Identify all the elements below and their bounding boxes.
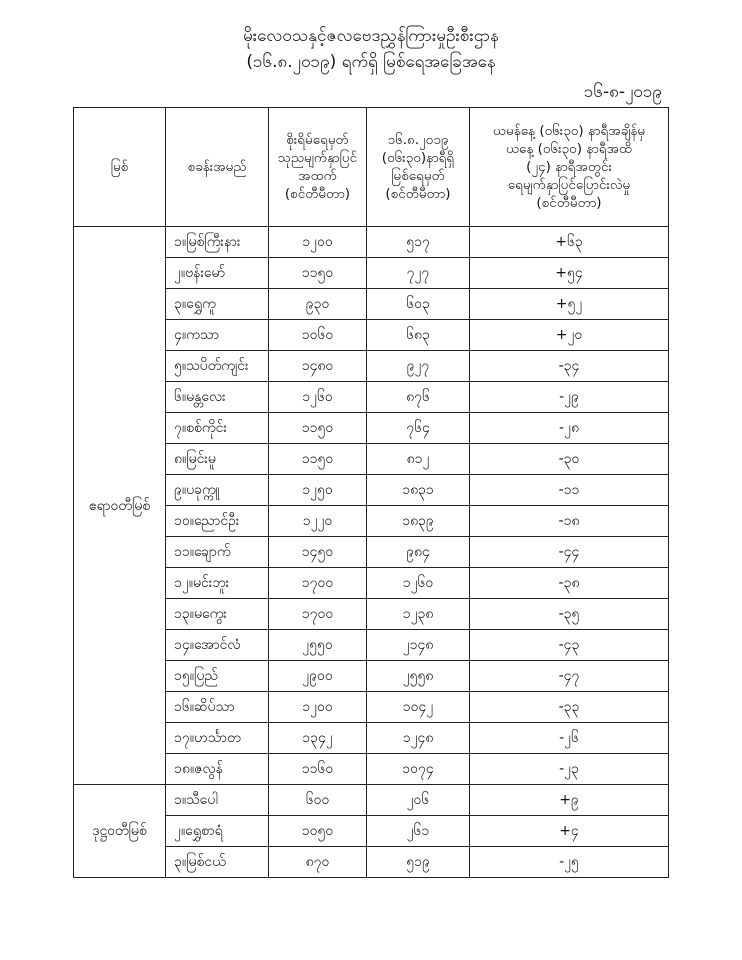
station-name: ၁၇။ဟင်္သာတ	[166, 723, 269, 754]
table-body	[74, 227, 669, 878]
station-name: ၁။မြစ်ကြီးနား	[166, 227, 269, 258]
level-change: -၂၈	[470, 413, 669, 444]
current-level: ၇၂၇	[367, 258, 470, 289]
river-level-table	[73, 107, 669, 878]
danger-level: ၁၂၅၀	[269, 475, 367, 506]
level-change: +၉	[470, 785, 669, 816]
river-name: ဧရာဝတီမြစ်	[74, 227, 166, 785]
level-change: -၃၀	[470, 444, 669, 475]
header-current-level: ၁၆.၈.၂၀၁၉ (၀၆း၃၀)နာရီရှိ မြစ်ရေမှတ် (စင်တီမီတာ)	[367, 108, 470, 227]
danger-level: ၆၀၀	[269, 785, 367, 816]
current-level: ၂၀၆	[367, 785, 470, 816]
station-name: ၁၅။ပြည်	[166, 661, 269, 692]
level-change: -၁၈	[470, 506, 669, 537]
station-name: ၅။သပိတ်ကျင်း	[166, 351, 269, 382]
station-name: ၂။ရွှေစာရံ	[166, 816, 269, 847]
danger-level: ၁၂၀၀	[269, 227, 367, 258]
danger-level: ၁၂၆၀	[269, 382, 367, 413]
level-change: -၂၉	[470, 382, 669, 413]
station-name: ၁၂။မင်းဘူး	[166, 568, 269, 599]
level-change: -၄၃	[470, 630, 669, 661]
station-name: ၁၁။ချောက်	[166, 537, 269, 568]
danger-level: ၁၁၅၀	[269, 444, 367, 475]
danger-level: ၁၇၀၀	[269, 568, 367, 599]
level-change: +၅၂	[470, 289, 669, 320]
table-row	[74, 785, 669, 816]
level-change: +၂၀	[470, 320, 669, 351]
danger-level: ၁၄၅၀	[269, 537, 367, 568]
page-subtitle: (၁၆.၈.၂၀၁၉) ရက်ရှိ မြစ်ရေအခြေအနေ	[246, 52, 496, 72]
current-level: ၁၈၃၉	[367, 506, 470, 537]
level-change: -၃၅	[470, 599, 669, 630]
current-level: ၉၂၇	[367, 351, 470, 382]
header-station: စခန်းအမည်	[166, 108, 269, 227]
current-level: ၁၂၄၈	[367, 723, 470, 754]
level-change: +၅၄	[470, 258, 669, 289]
header-danger-level: စိုးရိမ်ရေမှတ် သုညမျက်နှာပြင် အထက် (စင်တီမီတာ)	[269, 108, 367, 227]
danger-level: ၁၁၆၀	[269, 754, 367, 785]
danger-level: ၈၇၀	[269, 847, 367, 878]
current-level: ၂၆၁	[367, 816, 470, 847]
danger-level: ၁၂၀၀	[269, 692, 367, 723]
level-change: +၆၃	[470, 227, 669, 258]
current-level: ၁၂၆၀	[367, 568, 470, 599]
current-level: ၁၂၃၈	[367, 599, 470, 630]
station-name: ၈။မြင်းမူ	[166, 444, 269, 475]
station-name: ၁၄။အောင်လံ	[166, 630, 269, 661]
current-level: ၆၀၃	[367, 289, 470, 320]
station-name: ၁၀။ညောင်ဦး	[166, 506, 269, 537]
report-date: ၁၆-၈-၂၀၁၉	[583, 82, 662, 102]
danger-level: ၁၁၅၀	[269, 258, 367, 289]
station-name: ၄။ကသာ	[166, 320, 269, 351]
current-level: ၂၁၄၈	[367, 630, 470, 661]
current-level: ၈၁၂	[367, 444, 470, 475]
danger-level: ၁၂၂၀	[269, 506, 367, 537]
danger-level: ၁၃၄၂	[269, 723, 367, 754]
current-level: ၈၇၆	[367, 382, 470, 413]
danger-level: ၁၀၅၀	[269, 816, 367, 847]
current-level: ၁၈၃၁	[367, 475, 470, 506]
station-name: ၁၈။ဇလွန်	[166, 754, 269, 785]
table-header	[74, 108, 669, 227]
current-level: ၁၀၇၄	[367, 754, 470, 785]
current-level: ၁၀၄၂	[367, 692, 470, 723]
station-name: ၉။ပခုက္ကူ	[166, 475, 269, 506]
danger-level: ၉၃၀	[269, 289, 367, 320]
current-level: ၉၈၄	[367, 537, 470, 568]
level-change: -၃၃	[470, 692, 669, 723]
station-name: ၃။ရွှေကူ	[166, 289, 269, 320]
header-24h-change: ယမန်နေ့ (၀၆း၃၀) နာရီအချိန်မှ ယနေ့ (၀၆း၃၀) နာရီအထိ (၂၄) နာရီအတွင်း ရေမျက်နှာပြင်ပြောင်းလဲမှု (စင်တီမီတာ)	[470, 108, 669, 227]
page-title: မိုးလေဝသနှင့်ဇလဗေဒညွှန်ကြားမှုဦးစီးဌာန	[243, 26, 499, 46]
header-river: မြစ်	[74, 108, 166, 227]
level-change: -၃၄	[470, 351, 669, 382]
danger-level: ၂၅၅၀	[269, 630, 367, 661]
station-name: ၁၆။ဆိပ်သာ	[166, 692, 269, 723]
level-change: -၄၇	[470, 661, 669, 692]
level-change: -၂၅	[470, 847, 669, 878]
danger-level: ၁၄၈၀	[269, 351, 367, 382]
level-change: -၂၆	[470, 723, 669, 754]
table-row	[74, 227, 669, 258]
level-change: +၄	[470, 816, 669, 847]
level-change: -၁၁	[470, 475, 669, 506]
level-change: -၃၈	[470, 568, 669, 599]
current-level: ၅၁၉	[367, 847, 470, 878]
station-name: ၂။ဗန်းမော်	[166, 258, 269, 289]
current-level: ၇၆၄	[367, 413, 470, 444]
level-change: -၄၄	[470, 537, 669, 568]
station-name: ၁၃။မကွေး	[166, 599, 269, 630]
danger-level: ၂၉၀၀	[269, 661, 367, 692]
station-name: ၁။သီပေါ	[166, 785, 269, 816]
level-change: -၂၃	[470, 754, 669, 785]
danger-level: ၁၇၀၀	[269, 599, 367, 630]
current-level: ၅၁၇	[367, 227, 470, 258]
station-name: ၇။စစ်ကိုင်း	[166, 413, 269, 444]
current-level: ၆၈၃	[367, 320, 470, 351]
current-level: ၂၅၅၈	[367, 661, 470, 692]
station-name: ၃။မြစ်ငယ်	[166, 847, 269, 878]
danger-level: ၁၀၆၀	[269, 320, 367, 351]
station-name: ၆။မန္တလေး	[166, 382, 269, 413]
danger-level: ၁၁၅၀	[269, 413, 367, 444]
river-name: ဒုဋ္ဌဝတီမြစ်	[74, 785, 166, 878]
